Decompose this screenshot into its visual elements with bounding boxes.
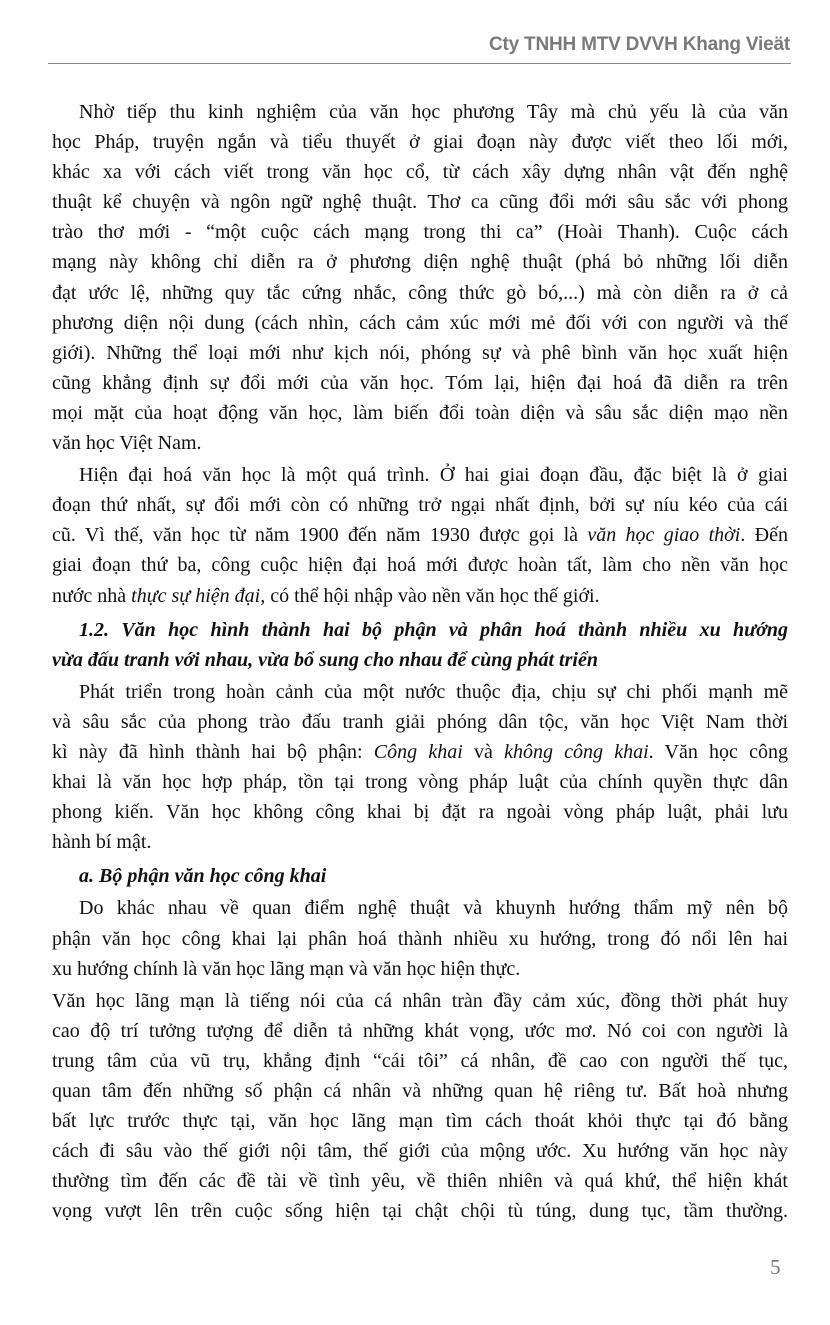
text-line: hành bí mật.	[52, 831, 152, 854]
paragraph	[52, 460, 788, 610]
italic-term: không công khai	[504, 740, 649, 763]
text-line: học Pháp, truyện ngắn và tiểu thuyết ở giai đoạn này được viết theo lối mới,	[52, 131, 788, 154]
text-line: Phát triển trong hoàn cảnh của một nước thuộc địa, chịu sự chi phối mạnh mẽ	[79, 680, 788, 703]
text-line: phận văn học công khai lại phân hoá thành nhiều xu hướng, trong đó nổi lên hai	[52, 927, 788, 950]
text-run: , có thể hội nhập vào nền văn học thế giới.	[260, 584, 600, 607]
text-run: cũ. Vì thế, văn học từ năm 1900 đến năm 1930 được gọi là	[52, 524, 588, 547]
text-line: khai là văn học hợp pháp, tồn tại trong vòng pháp luật của chính quyền thực dân	[52, 771, 788, 794]
text-line: vọng vượt lên trên cuộc sống hiện tại chật chội tù túng, dung tục, tầm thường.	[52, 1200, 788, 1223]
running-header: Cty TNHH MTV DVVH Khang Vieät	[488, 34, 790, 55]
text-line	[52, 520, 788, 550]
text-line: Hiện đại hoá văn học là một quá trình. Ở hai giai đoạn đầu, đặc biệt là ở giai	[79, 464, 788, 487]
text-line: phong kiến. Văn học không công khai bị đặt ra ngoài vòng pháp luật, phải lưu	[52, 801, 788, 824]
header-rule	[48, 63, 791, 64]
text-line: xu hướng chính là văn học lãng mạn và văn học hiện thực.	[52, 957, 521, 980]
paragraph	[52, 97, 788, 458]
text-run: kì này đã hình thành hai bộ phận:	[52, 740, 374, 763]
section-heading	[52, 861, 788, 891]
text-line: khác xa với cách viết trong văn học cổ, từ cách xây dựng nhân vật đến nghệ	[52, 161, 788, 184]
text-run: . Văn học công	[648, 740, 788, 763]
text-line: Do khác nhau về quan điểm nghệ thuật và khuynh hướng thẩm mỹ nên bộ	[79, 897, 788, 920]
text-line: giới). Những thể loại mới như kịch nói, phóng sự và phê bình văn học xuất hiện	[52, 341, 788, 364]
text-line: bất lực trước thực tại, văn học lãng mạn tìm cách thoát khỏi thực tại đó bằng	[52, 1110, 788, 1133]
page-number: 5	[770, 1255, 781, 1279]
text-line: mạng này không chỉ diễn ra ở phương diện nghệ thuật (phá bỏ những lối diễn	[52, 251, 788, 274]
text-line: cao độ trí tưởng tượng để diễn tả những khát vọng, ước mơ. Nó coi con người là	[52, 1019, 788, 1042]
text-line: và sâu sắc của phong trào đấu tranh giải phóng dân tộc, văn học Việt Nam thời	[52, 710, 788, 733]
italic-term: văn học giao thời	[587, 524, 741, 547]
text-line: trung tâm của vũ trụ, khẳng định “cái tôi” cá nhân, đề cao con người thế tục,	[52, 1049, 788, 1072]
text-line: thường tìm đến các đề tài về tình yêu, về thiên nhiên và quá khứ, thể hiện khát	[52, 1170, 788, 1193]
text-line: thuật kể chuyện và ngôn ngữ nghệ thuật. Thơ ca cũng đổi mới sâu sắc với phong	[52, 191, 788, 214]
text-line: trào thơ mới - “một cuộc cách mạng trong thi ca” (Hoài Thanh). Cuộc cách	[52, 221, 788, 244]
section-heading	[52, 615, 788, 675]
text-line: cũng khẳng định sự đổi mới của văn học. Tóm lại, hiện đại hoá đã diễn ra trên	[52, 371, 788, 394]
text-line: mọi mặt của hoạt động văn học, làm biến đổi toàn diện và sâu sắc diện mạo nền	[52, 401, 788, 424]
text-line: 1.2. Văn học hình thành hai bộ phận và phân hoá thành nhiều xu hướng	[79, 618, 788, 641]
text-line: cách đi sâu vào thế giới nội tâm, thế giới của mộng ước. Xu hướng văn học này	[52, 1140, 788, 1163]
paragraph	[52, 986, 788, 1227]
text-line: giai đoạn thứ ba, công cuộc hiện đại hoá mới được hoàn tất, làm cho nền văn học	[52, 554, 788, 577]
text-line	[52, 737, 788, 767]
text-line: đạt ước lệ, những quy tắc cứng nhắc, công thức gò bó,...) mà còn diễn ra ở cả	[52, 281, 788, 304]
text-line: vừa đấu tranh với nhau, vừa bổ sung cho nhau để cùng phát triển	[52, 648, 598, 671]
italic-term: thực sự hiện đại	[131, 584, 261, 607]
text-line: văn học Việt Nam.	[52, 432, 202, 455]
text-line: Văn học lãng mạn là tiếng nói của cá nhân tràn đầy cảm xúc, đồng thời phát huy	[52, 989, 788, 1012]
page-body	[52, 97, 788, 1226]
paragraph	[52, 677, 788, 858]
paragraph	[52, 893, 788, 983]
text-line	[52, 581, 788, 611]
text-run: nước nhà	[52, 584, 132, 607]
text-line: quan tâm đến những số phận cá nhân và những quan hệ riêng tư. Bất hoà nhưng	[52, 1080, 788, 1102]
text-line: đoạn thứ nhất, sự đổi mới còn có những trở ngại nhất định, bởi sự níu kéo của cái	[52, 494, 788, 517]
text-run: . Đến	[740, 524, 788, 547]
italic-term: Công khai	[373, 740, 463, 763]
text-line: a. Bộ phận văn học công khai	[79, 865, 327, 888]
text-run: và	[462, 740, 505, 763]
text-line: Nhờ tiếp thu kinh nghiệm của văn học phương Tây mà chủ yếu là của văn	[79, 101, 788, 123]
text-line: phương diện nội dung (cách nhìn, cách cảm xúc mới mẻ đối với con người và thế	[52, 311, 788, 334]
